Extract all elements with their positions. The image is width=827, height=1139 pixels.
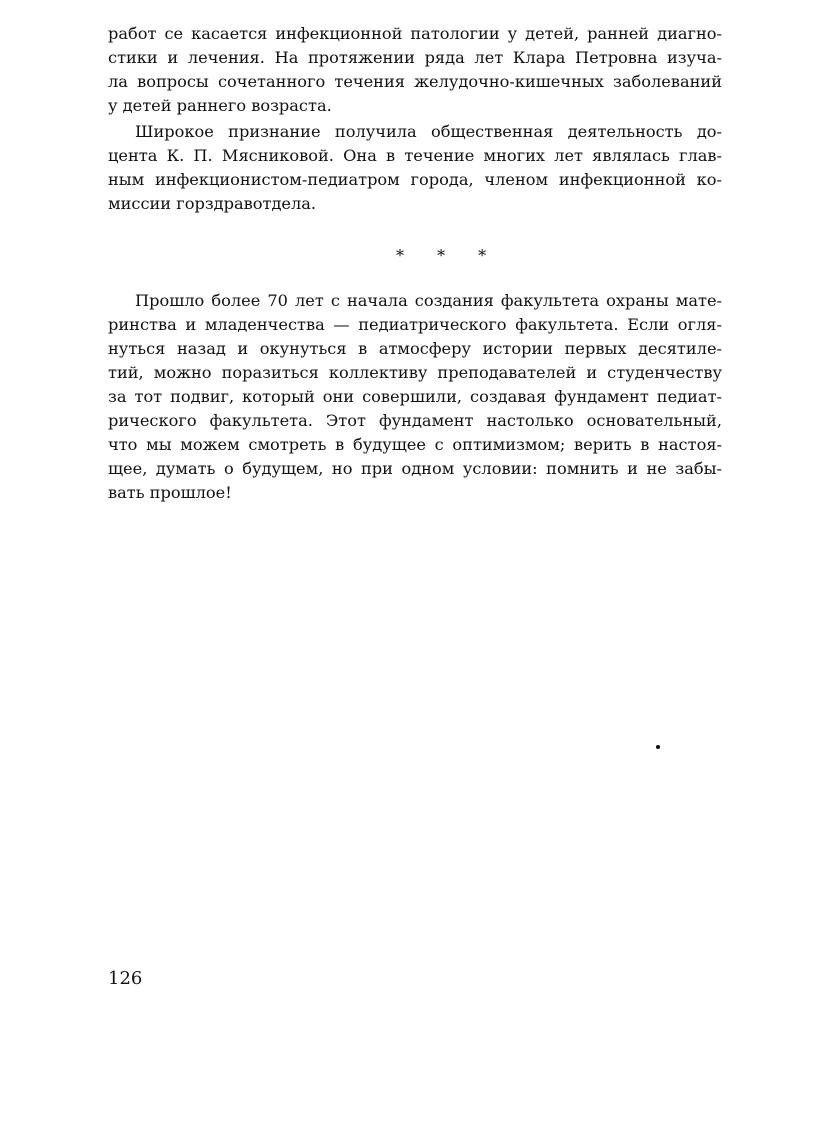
scan-speck bbox=[656, 745, 660, 749]
paragraph-line: миссии горздравотдела. bbox=[108, 194, 317, 213]
paragraph-line: ным инфекционистом-педиатром города, членом инфекционной ко- bbox=[108, 170, 722, 189]
paragraph-3 bbox=[108, 289, 722, 505]
paragraph-line: ла вопросы сочетанного течения желудочно-кишечных заболеваний bbox=[108, 72, 722, 91]
paragraph-line: Широкое признание получила общественная деятельность до- bbox=[135, 122, 722, 141]
paragraph-line: у детей раннего возраста. bbox=[108, 96, 332, 115]
section-separator: * * * bbox=[396, 246, 501, 265]
page-number: 126 bbox=[108, 968, 143, 989]
paragraph-1 bbox=[108, 22, 722, 118]
paragraph-line: цента К. П. Мясниковой. Она в течение многих лет являлась глав- bbox=[108, 146, 722, 165]
paragraph-line: работ се касается инфекционной патологии у детей, ранней диагно- bbox=[108, 24, 722, 43]
paragraph-line: щее, думать о будущем, но при одном условии: помнить и не забы- bbox=[108, 459, 722, 478]
paragraph-line: за тот подвиг, который они совершили, создавая фундамент педиат- bbox=[108, 387, 722, 406]
paragraph-line: нуться назад и окунуться в атмосферу истории первых десятиле- bbox=[108, 339, 722, 358]
paragraph-line: тий, можно поразиться коллективу преподавателей и студенчеству bbox=[108, 363, 722, 382]
paragraph-line: что мы можем смотреть в будущее с оптимизмом; верить в настоя- bbox=[108, 435, 722, 454]
paragraph-line: ринства и младенчества — педиатрического факультета. Если огля- bbox=[108, 315, 722, 334]
paragraph-line: рического факультета. Этот фундамент настолько основательный, bbox=[108, 411, 722, 430]
paragraph-line: Прошло более 70 лет с начала создания факультета охраны мате- bbox=[135, 291, 722, 310]
paragraph-line: стики и лечения. На протяжении ряда лет Клара Петровна изуча- bbox=[108, 48, 722, 67]
paragraph-line: вать прошлое! bbox=[108, 483, 232, 502]
paragraph-2 bbox=[108, 120, 722, 216]
